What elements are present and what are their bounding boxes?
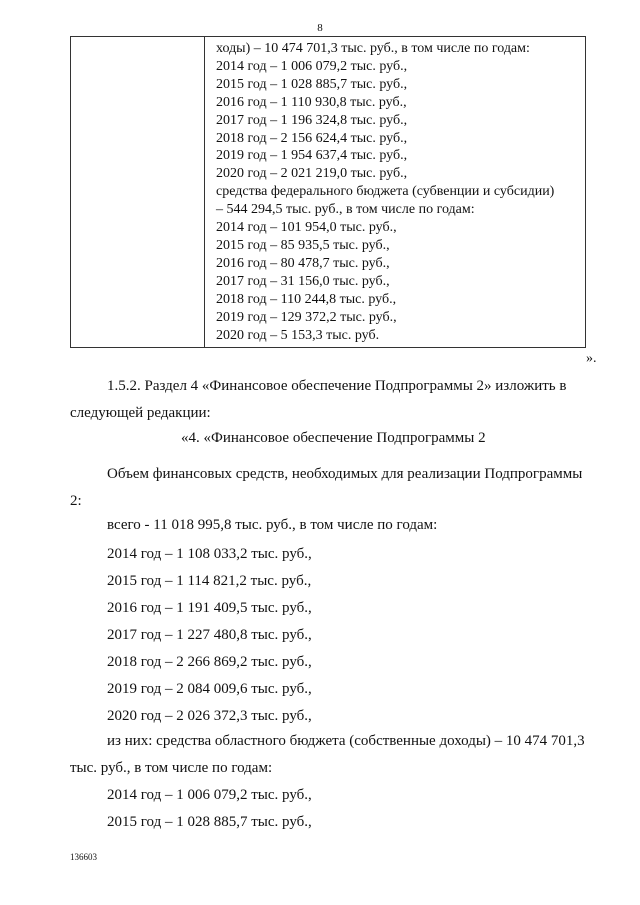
table-cell-line: 2016 год – 80 478,7 тыс. руб.,: [216, 255, 390, 271]
total-year-line: 2015 год – 1 114 821,2 тыс. руб.,: [107, 573, 312, 589]
volume-paragraph-line-2: 2:: [70, 493, 82, 509]
page-number: 8: [317, 22, 323, 34]
close-quote: ».: [586, 351, 597, 366]
total-year-line: 2018 год – 2 266 869,2 тыс. руб.,: [107, 654, 312, 670]
table-cell-line: 2014 год – 101 954,0 тыс. руб.,: [216, 220, 397, 236]
table-cell-line: 2014 год – 1 006 079,2 тыс. руб.,: [216, 58, 408, 74]
regional-year-line: 2015 год – 1 028 885,7 тыс. руб.,: [107, 814, 312, 830]
table-cell-text: [216, 40, 584, 344]
regional-budget-line-1: из них: средства областного бюджета (собственные доходы) – 10 474 701,3: [107, 733, 585, 749]
regional-year-line: 2014 год – 1 006 079,2 тыс. руб.,: [107, 787, 312, 803]
volume-paragraph-line-1: Объем финансовых средств, необходимых для реализации Подпрограммы: [107, 466, 583, 482]
table-cell-line: 2019 год – 129 372,2 тыс. руб.,: [216, 309, 397, 325]
total-year-line: 2019 год – 2 084 009,6 тыс. руб.,: [107, 681, 312, 697]
table-cell-line: 2017 год – 31 156,0 тыс. руб.,: [216, 273, 390, 289]
table-cell-line: ходы) – 10 474 701,3 тыс. руб., в том числе по годам:: [216, 41, 530, 56]
regional-budget-line-2: тыс. руб., в том числе по годам:: [70, 760, 273, 776]
table-cell-line: 2020 год – 2 021 219,0 тыс. руб.,: [216, 166, 408, 182]
table-cell-line: 2015 год – 1 028 885,7 тыс. руб.,: [216, 76, 408, 92]
table-cell-line: – 544 294,5 тыс. руб., в том числе по годам:: [216, 202, 475, 218]
table-cell-line: 2016 год – 1 110 930,8 тыс. руб.,: [216, 94, 407, 110]
table-cell-line: средства федерального бюджета (субвенции и субсидии): [216, 184, 555, 200]
total-year-line: 2014 год – 1 108 033,2 тыс. руб.,: [107, 546, 312, 562]
total-year-line: 2016 год – 1 191 409,5 тыс. руб.,: [107, 600, 312, 616]
table-cell-line: 2018 год – 110 244,8 тыс. руб.,: [216, 291, 397, 307]
table-column-divider: [204, 36, 205, 348]
total-year-line: 2020 год – 2 026 372,3 тыс. руб.,: [107, 708, 312, 724]
amendment-paragraph-line-2: следующей редакции:: [70, 405, 211, 421]
table-cell-line: 2017 год – 1 196 324,8 тыс. руб.,: [216, 112, 408, 128]
total-year-line: 2017 год – 1 227 480,8 тыс. руб.,: [107, 627, 312, 643]
table-cell-line: 2019 год – 1 954 637,4 тыс. руб.,: [216, 148, 408, 164]
section-heading: «4. «Финансовое обеспечение Подпрограммы 2: [181, 430, 486, 446]
footer-code: 136603: [70, 852, 97, 862]
table-cell-line: 2015 год – 85 935,5 тыс. руб.,: [216, 237, 390, 253]
total-line: всего - 11 018 995,8 тыс. руб., в том числе по годам:: [107, 517, 438, 533]
amendment-paragraph-line-1: 1.5.2. Раздел 4 «Финансовое обеспечение Подпрограммы 2» изложить в: [107, 378, 567, 394]
table-cell-line: 2018 год – 2 156 624,4 тыс. руб.,: [216, 130, 408, 146]
table-cell-line: 2020 год – 5 153,3 тыс. руб.: [216, 327, 380, 343]
